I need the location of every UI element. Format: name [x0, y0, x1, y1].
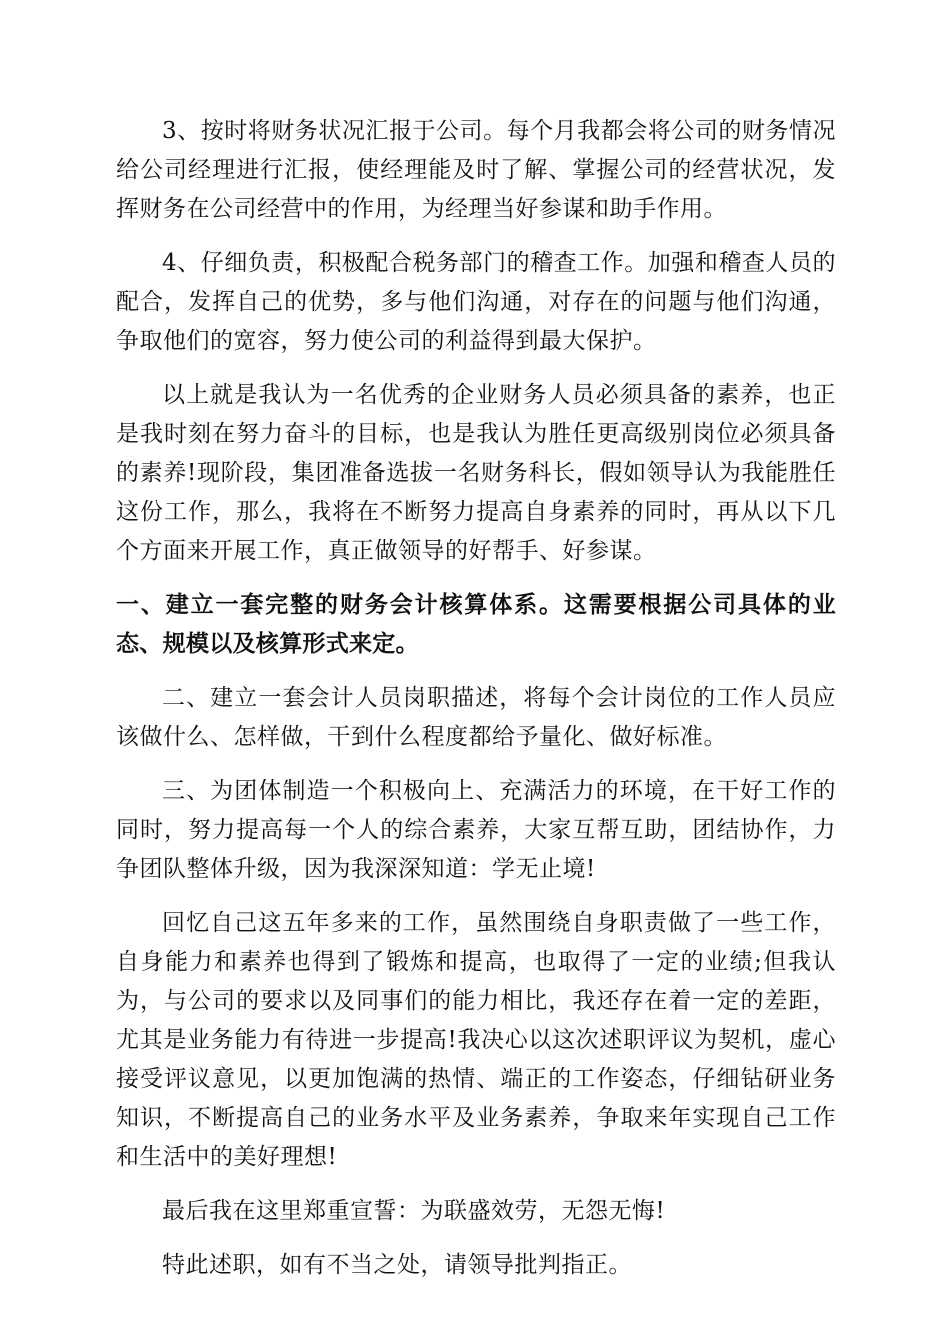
- paragraph-closing: 特此述职，如有不当之处，请领导批判指正。: [162, 1252, 632, 1278]
- paragraph-pledge: 最后我在这里郑重宣誓：为联盛效劳，无怨无悔!: [162, 1198, 666, 1224]
- document-body: [116, 112, 836, 1300]
- paragraph-summary: 以上就是我认为一名优秀的企业财务人员必须具备的素养，也正是我时刻在努力奋斗的目标，也是我认为胜任更高级别岗位必须具备的素养!现阶段，集团准备选拔一名财务科长，假如领导认为我能胜任这份工作，那么，我将在不断努力提高自身素养的同时，再从以下几个方面来开展工作，真正做领导的好帮手、好参谋。: [116, 382, 836, 564]
- paragraph-plan-two: 二、建立一套会计人员岗职描述，将每个会计岗位的工作人员应该做什么、怎样做，干到什么程度都给予量化、做好标准。: [116, 685, 836, 750]
- paragraph-item-3: 3、按时将财务状况汇报于公司。每个月我都会将公司的财务情况给公司经理进行汇报，使经理能及时了解、掌握公司的经营状况，发挥财务在公司经营中的作用，为经理当好参谋和助手作用。: [116, 118, 836, 222]
- paragraph-plan-three: 三、为团体制造一个积极向上、充满活力的环境，在干好工作的同时，努力提高每一个人的综合素养，大家互帮互助，团结协作，力争团队整体升级，因为我深深知道：学无止境!: [116, 778, 836, 882]
- heading-plan-one: 一、建立一套完整的财务会计核算体系。这需要根据公司具体的业态、规模以及核算形式来定。: [116, 592, 836, 657]
- paragraph-item-4: 4、仔细负责，积极配合税务部门的稽查工作。加强和稽查人员的配合，发挥自己的优势，多与他们沟通，对存在的问题与他们沟通，争取他们的宽容，努力使公司的利益得到最大保护。: [116, 250, 836, 354]
- paragraph-review: 回忆自己这五年多来的工作，虽然围绕自身职责做了一些工作，自身能力和素养也得到了锻炼和提高，也取得了一定的业绩;但我认为，与公司的要求以及同事们的能力相比，我还存在着一定的差距，尤其是业务能力有待进一步提高!我决心以这次述职评议为契机，虚心接受评议意见，以更加饱满的热情、端正的工作姿态，仔细钻研业务知识，不断提高自己的业务水平及业务素养，争取来年实现自己工作和生活中的美好理想!: [116, 910, 836, 1170]
